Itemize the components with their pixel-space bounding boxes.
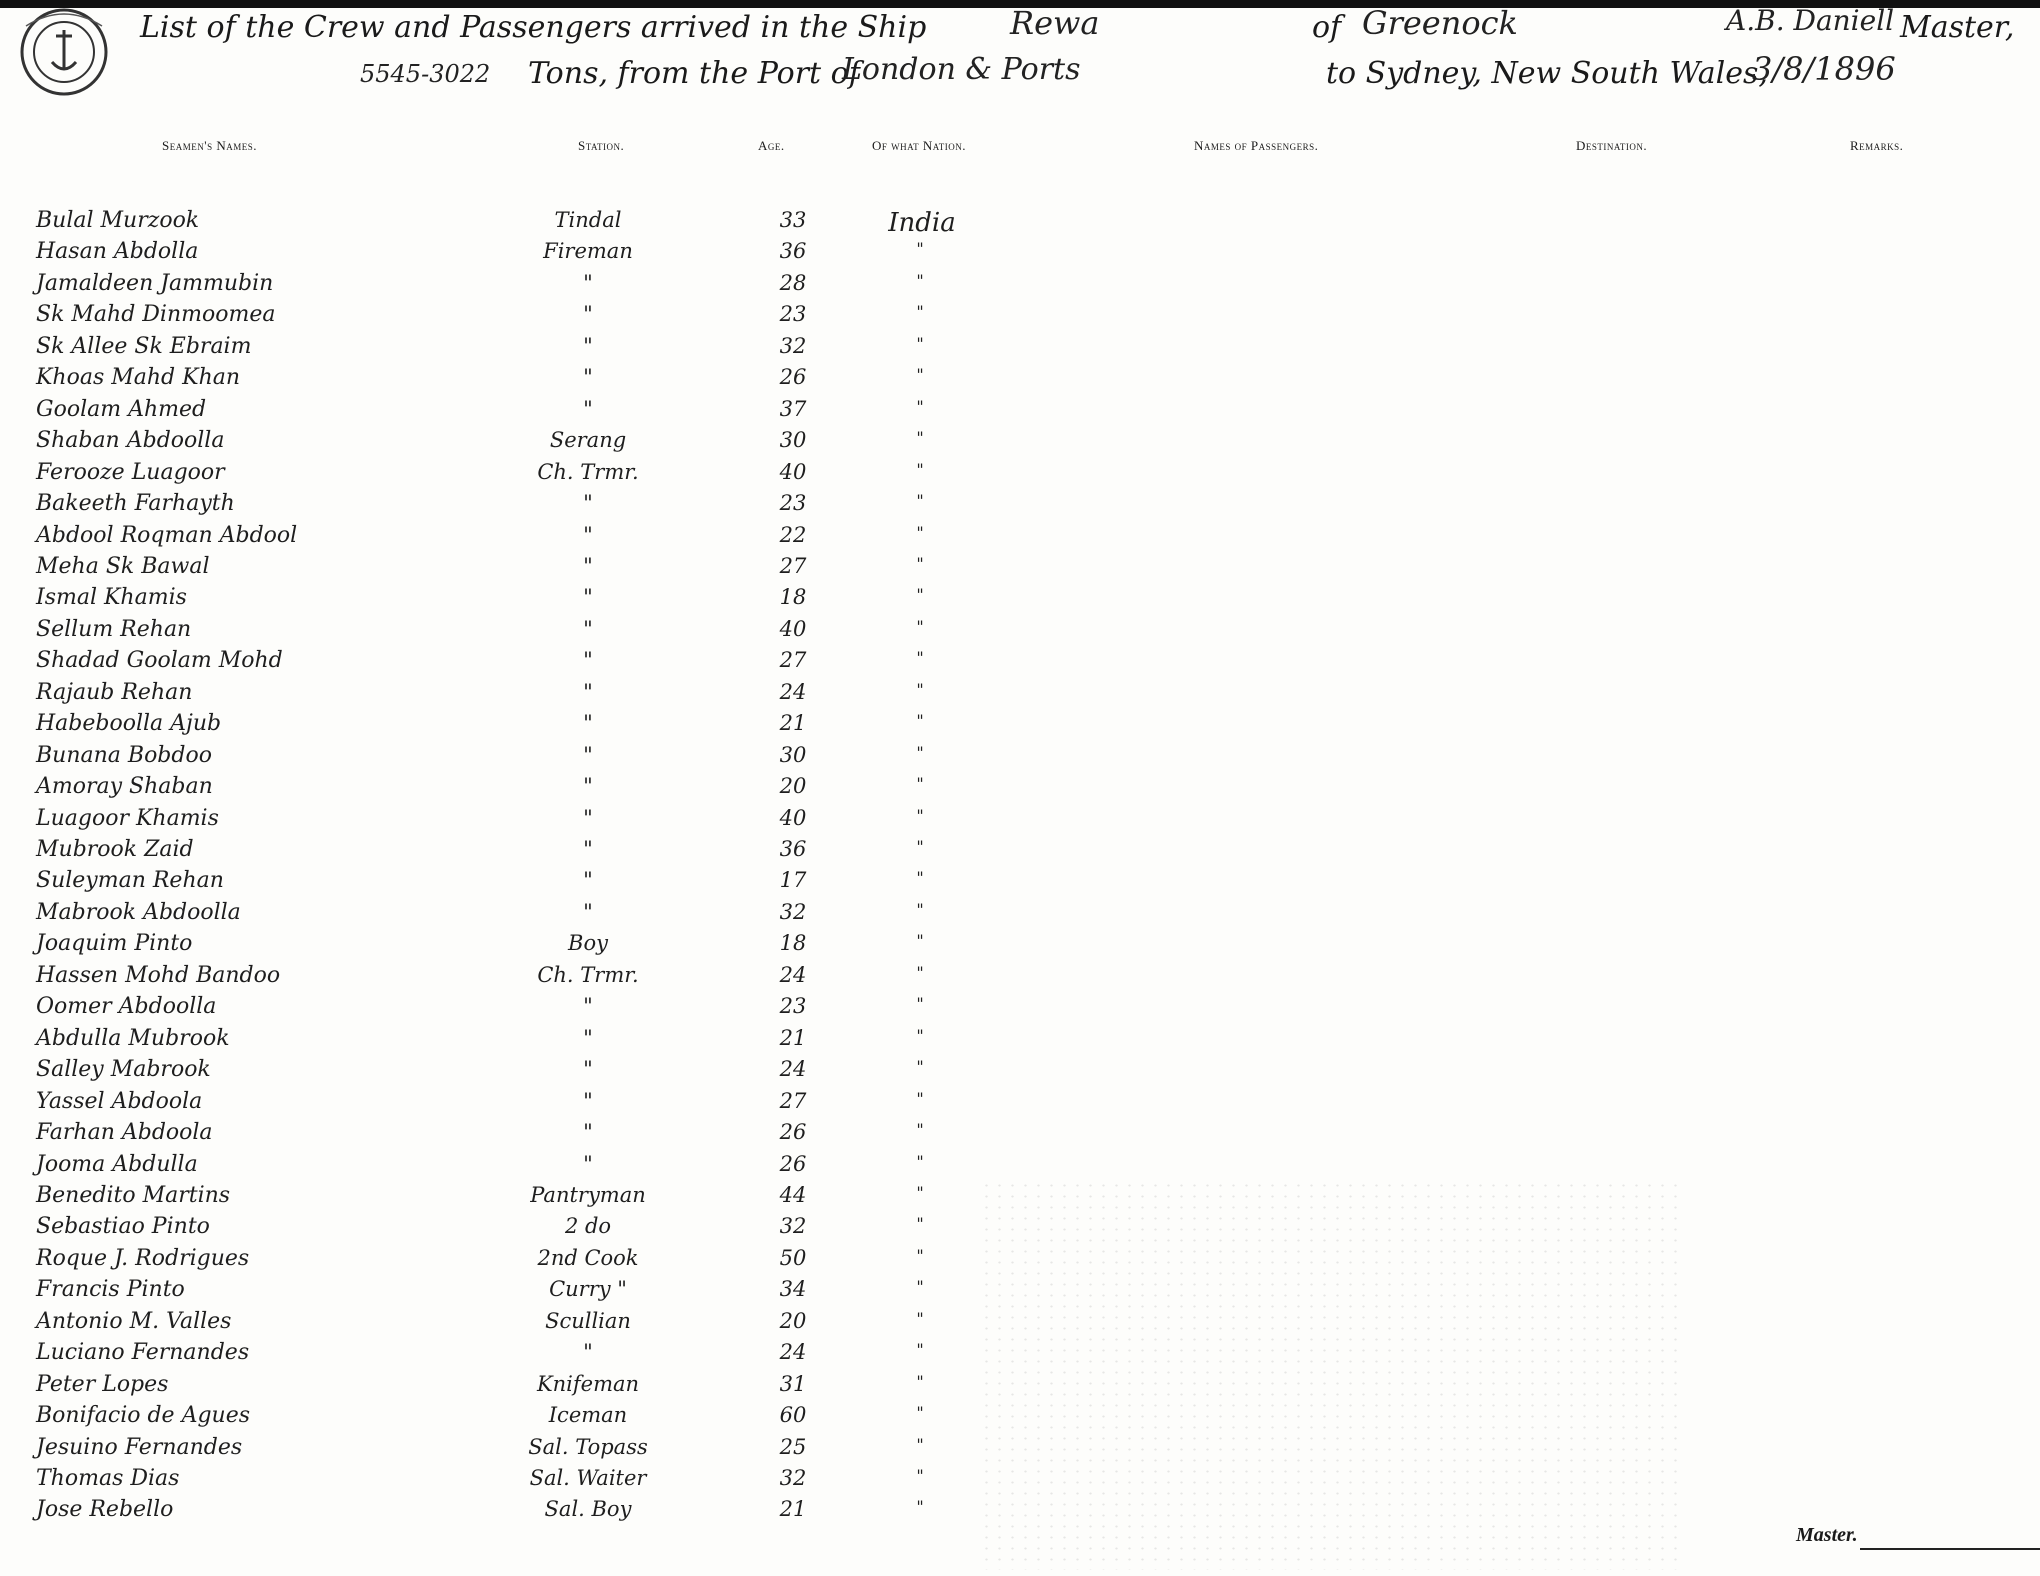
nation-cell: "	[916, 1025, 924, 1045]
age-cell: 27	[779, 648, 807, 673]
age-cell: 21	[779, 711, 807, 736]
table-row	[0, 239, 1100, 269]
tons-label: Tons, from the Port of	[528, 56, 860, 91]
seaman-name: Yassel Abdoola	[36, 1088, 203, 1114]
seaman-name: Bakeeth Farhayth	[36, 491, 235, 517]
nation-cell: "	[916, 679, 924, 699]
age-cell: 34	[779, 1277, 807, 1302]
table-row	[0, 1246, 1100, 1276]
age-cell: 36	[779, 837, 807, 861]
seaman-name: Sk Mahd Dinmoomea	[36, 302, 276, 328]
age-cell: 40	[779, 459, 807, 484]
nation-cell: "	[916, 333, 924, 353]
station-cell: Ch. Trmr.	[537, 962, 639, 987]
seaman-name: Sebastiao Pinto	[36, 1214, 210, 1240]
seaman-name: Habeboolla Ajub	[36, 711, 222, 737]
age-cell: 27	[779, 1088, 807, 1113]
age-cell: 40	[779, 805, 807, 830]
station-cell: Sal. Waiter	[529, 1466, 647, 1490]
nation-cell: "	[916, 774, 924, 794]
seaman-name: Oomer Abdoolla	[36, 994, 217, 1020]
age-cell: 30	[779, 742, 807, 767]
table-row	[0, 397, 1100, 427]
nation-cell: "	[916, 1120, 924, 1140]
station-cell: "	[583, 522, 593, 547]
table-row	[0, 208, 1100, 238]
age-cell: 18	[779, 585, 807, 610]
table-row	[0, 1152, 1100, 1182]
age-cell: 26	[779, 365, 807, 390]
table-row	[0, 900, 1100, 930]
nation-cell: "	[916, 1245, 924, 1265]
table-row	[0, 1403, 1100, 1433]
station-cell: Scullian	[545, 1308, 631, 1333]
station-cell: Curry "	[549, 1277, 627, 1302]
table-row	[0, 1340, 1100, 1370]
age-cell: 30	[779, 428, 807, 453]
nation-cell: "	[916, 931, 924, 951]
table-row	[0, 1089, 1100, 1119]
from-port: London & Ports	[842, 52, 1081, 87]
age-cell: 24	[779, 679, 807, 704]
table-row	[0, 271, 1100, 301]
nation-cell: "	[916, 522, 924, 542]
age-cell: 37	[779, 396, 807, 421]
table-row	[0, 1497, 1100, 1527]
table-row	[0, 1057, 1100, 1087]
table-row	[0, 334, 1100, 364]
age-cell: 27	[779, 553, 807, 578]
age-cell: 32	[779, 1466, 807, 1490]
table-row	[0, 806, 1100, 836]
age-cell: 40	[779, 616, 807, 641]
age-cell: 17	[779, 868, 807, 893]
master-name: A.B. Daniell	[1726, 4, 1895, 37]
seaman-name: Abdool Roqman Abdool	[36, 522, 298, 548]
age-cell: 18	[779, 931, 807, 956]
nation-cell: "	[916, 805, 924, 825]
station-cell: "	[583, 1025, 593, 1050]
station-cell: "	[583, 994, 593, 1019]
table-row	[0, 617, 1100, 647]
age-cell: 20	[779, 774, 807, 799]
station-cell: Serang	[549, 428, 627, 453]
age-cell: 23	[779, 994, 807, 1019]
age-cell: 31	[779, 1371, 807, 1396]
seaman-name: Luciano Fernandes	[36, 1340, 250, 1366]
station-cell: "	[583, 1088, 593, 1113]
age-cell: 60	[779, 1403, 807, 1428]
nation-cell: "	[916, 365, 924, 385]
nation-cell: "	[916, 239, 924, 259]
port-of-registry: Greenock	[1362, 4, 1518, 42]
age-cell: 50	[779, 1245, 807, 1270]
station-cell: "	[583, 742, 593, 767]
col-passenger-names: Names of Passengers.	[1194, 138, 1319, 153]
station-cell: "	[583, 679, 593, 704]
age-cell: 32	[779, 1214, 807, 1239]
age-cell: 25	[779, 1434, 807, 1459]
master-label: Master,	[1900, 10, 2015, 45]
footer-master-label: Master.	[1796, 1524, 1858, 1546]
seaman-name: Bunana Bobdoo	[36, 742, 212, 768]
nation-cell: "	[916, 1371, 924, 1391]
age-cell: 21	[779, 1025, 807, 1050]
station-cell: Knifeman	[536, 1371, 640, 1396]
station-cell: "	[583, 1151, 593, 1176]
age-cell: 24	[779, 1340, 807, 1365]
station-cell: "	[583, 491, 593, 516]
seaman-name: Farhan Abdoola	[36, 1120, 213, 1146]
table-row	[0, 1309, 1100, 1339]
station-cell: "	[583, 837, 593, 861]
signature-line	[1860, 1548, 2040, 1550]
nation-cell: India	[888, 208, 956, 238]
age-cell: 32	[779, 899, 807, 924]
seaman-name: Shadad Goolam Mohd	[36, 648, 283, 674]
station-cell: "	[583, 302, 593, 327]
station-cell: "	[583, 333, 593, 358]
station-cell: 2 do	[564, 1214, 612, 1239]
nation-cell: "	[916, 994, 924, 1014]
table-row	[0, 365, 1100, 395]
table-row	[0, 711, 1100, 741]
table-row	[0, 1277, 1100, 1307]
table-row	[0, 554, 1100, 584]
station-cell: "	[583, 774, 593, 799]
nation-cell: "	[916, 428, 924, 448]
nation-cell: "	[916, 711, 924, 731]
seaman-name: Goolam Ahmed	[36, 396, 207, 422]
nation-cell: "	[916, 1214, 924, 1234]
table-row	[0, 302, 1100, 332]
seaman-name: Khoas Mahd Khan	[36, 365, 241, 391]
seaman-name: Abdulla Mubrook	[36, 1025, 230, 1051]
nation-cell: "	[916, 1403, 924, 1423]
table-row	[0, 648, 1100, 678]
table-row	[0, 774, 1100, 804]
scan-noise	[980, 1180, 1680, 1570]
seaman-name: Sk Allee Sk Ebraim	[36, 333, 252, 359]
table-row	[0, 680, 1100, 710]
nation-cell: "	[916, 1088, 924, 1108]
station-cell: Pantryman	[530, 1182, 646, 1207]
seaman-name: Benedito Martins	[36, 1182, 231, 1208]
seaman-name: Jamaldeen Jammubin	[36, 270, 274, 296]
form-title: List of the Crew and Passengers arrived in the Ship	[140, 10, 927, 45]
nation-cell: "	[916, 553, 924, 573]
seaman-name: Jooma Abdulla	[36, 1151, 198, 1177]
station-cell: "	[583, 616, 593, 641]
nation-cell: "	[916, 1151, 924, 1171]
nation-cell: "	[916, 270, 924, 290]
tonnage: 5545-3022	[360, 60, 491, 88]
station-cell: Iceman	[548, 1403, 628, 1428]
station-cell: "	[583, 805, 593, 830]
seaman-name: Hassen Mohd Bandoo	[36, 962, 281, 988]
nation-cell: "	[916, 491, 924, 511]
age-cell: 33	[779, 208, 807, 232]
table-row	[0, 994, 1100, 1024]
seaman-name: Peter Lopes	[36, 1371, 169, 1397]
station-cell: "	[583, 868, 593, 893]
nation-cell: "	[916, 1182, 924, 1202]
table-row	[0, 523, 1100, 553]
archive-seal-icon	[6, 6, 124, 98]
nation-cell: "	[916, 899, 924, 919]
station-cell: "	[583, 711, 593, 736]
age-cell: 22	[779, 522, 807, 547]
age-cell: 28	[779, 270, 807, 295]
ship-name: Rewa	[1010, 4, 1100, 42]
seaman-name: Ismal Khamis	[36, 585, 187, 611]
seaman-name: Hasan Abdolla	[36, 239, 199, 265]
station-cell: Boy	[568, 931, 608, 956]
col-age: Age.	[758, 138, 785, 153]
nation-cell: "	[916, 459, 924, 479]
nation-cell: "	[916, 616, 924, 636]
station-cell: Ch. Trmr.	[537, 459, 639, 484]
seaman-name: Thomas Dias	[36, 1466, 180, 1491]
nation-cell: "	[916, 868, 924, 888]
table-row	[0, 1372, 1100, 1402]
age-cell: 20	[779, 1308, 807, 1333]
station-cell: "	[583, 1120, 593, 1145]
age-cell: 44	[779, 1182, 807, 1207]
nation-cell: "	[916, 1466, 924, 1485]
nation-cell: "	[916, 1497, 924, 1517]
seaman-name: Sellum Rehan	[36, 616, 192, 642]
nation-cell: "	[916, 302, 924, 322]
station-cell: "	[583, 553, 593, 578]
nation-cell: "	[916, 648, 924, 668]
arrival-date: 3/8/1896	[1752, 50, 1896, 88]
station-cell: Sal. Topass	[528, 1434, 648, 1459]
table-row	[0, 743, 1100, 773]
station-cell: Fireman	[543, 239, 633, 264]
seaman-name: Jose Rebello	[36, 1497, 174, 1523]
seaman-name: Meha Sk Bawal	[36, 553, 210, 579]
table-row	[0, 837, 1100, 867]
col-nation: Of what Nation.	[872, 138, 967, 153]
seaman-name: Amoray Shaban	[36, 774, 213, 800]
age-cell: 23	[779, 302, 807, 327]
table-row	[0, 1026, 1100, 1056]
station-cell: "	[583, 648, 593, 673]
age-cell: 36	[779, 239, 807, 264]
registry-prefix: of	[1312, 10, 1342, 45]
station-cell: Sal. Boy	[544, 1497, 632, 1522]
seaman-name: Jesuino Fernandes	[36, 1434, 243, 1460]
station-cell: "	[583, 396, 593, 421]
age-cell: 26	[779, 1151, 807, 1176]
seaman-name: Mabrook Abdoolla	[36, 899, 241, 925]
nation-cell: "	[916, 1434, 924, 1454]
nation-cell: "	[916, 396, 924, 416]
age-cell: 32	[779, 333, 807, 358]
table-row	[0, 428, 1100, 458]
station-cell: "	[583, 585, 593, 610]
table-row	[0, 1214, 1100, 1244]
table-row	[0, 491, 1100, 521]
nation-cell: "	[916, 1340, 924, 1360]
station-cell: Tindal	[554, 208, 622, 232]
table-row	[0, 963, 1100, 993]
station-cell: "	[583, 270, 593, 295]
table-row	[0, 931, 1100, 961]
seaman-name: Salley Mabrook	[36, 1057, 211, 1083]
col-seamen-names: Seamen's Names.	[162, 138, 257, 153]
nation-cell: "	[916, 962, 924, 982]
seaman-name: Francis Pinto	[36, 1277, 185, 1303]
seaman-name: Bonifacio de Agues	[36, 1403, 251, 1429]
table-row	[0, 1435, 1100, 1465]
seaman-name: Joaquim Pinto	[36, 931, 193, 957]
seaman-name: Antonio M. Valles	[36, 1308, 232, 1334]
nation-cell: "	[916, 742, 924, 762]
station-cell: "	[583, 1057, 593, 1082]
nation-cell: "	[916, 585, 924, 605]
table-row	[0, 460, 1100, 490]
col-remarks: Remarks.	[1850, 138, 1904, 153]
station-cell: "	[583, 1340, 593, 1365]
age-cell: 24	[779, 1057, 807, 1082]
age-cell: 26	[779, 1120, 807, 1145]
age-cell: 23	[779, 491, 807, 516]
col-station: Station.	[578, 138, 625, 153]
table-row	[0, 1466, 1100, 1496]
table-row	[0, 1120, 1100, 1150]
station-cell: "	[583, 365, 593, 390]
table-row	[0, 585, 1100, 615]
seaman-name: Shaban Abdoolla	[36, 428, 225, 454]
seaman-name: Mubrook Zaid	[36, 837, 194, 862]
seaman-name: Suleyman Rehan	[36, 868, 224, 894]
age-cell: 24	[779, 962, 807, 987]
nation-cell: "	[916, 1277, 924, 1297]
table-row	[0, 868, 1100, 898]
station-cell: 2nd Cook	[537, 1245, 639, 1270]
seaman-name: Bulal Murzook	[36, 208, 200, 233]
seaman-name: Roque J. Rodrigues	[36, 1245, 250, 1271]
seaman-name: Ferooze Luagoor	[36, 459, 225, 485]
nation-cell: "	[916, 1057, 924, 1077]
seaman-name: Rajaub Rehan	[36, 679, 193, 705]
seaman-name: Luagoor Khamis	[36, 805, 219, 831]
table-row	[0, 1183, 1100, 1213]
station-cell: "	[583, 899, 593, 924]
nation-cell: "	[916, 837, 924, 856]
col-destination: Destination.	[1576, 138, 1648, 153]
age-cell: 21	[779, 1497, 807, 1522]
destination-label: to Sydney, New South Wales,	[1326, 56, 1768, 91]
nation-cell: "	[916, 1308, 924, 1328]
